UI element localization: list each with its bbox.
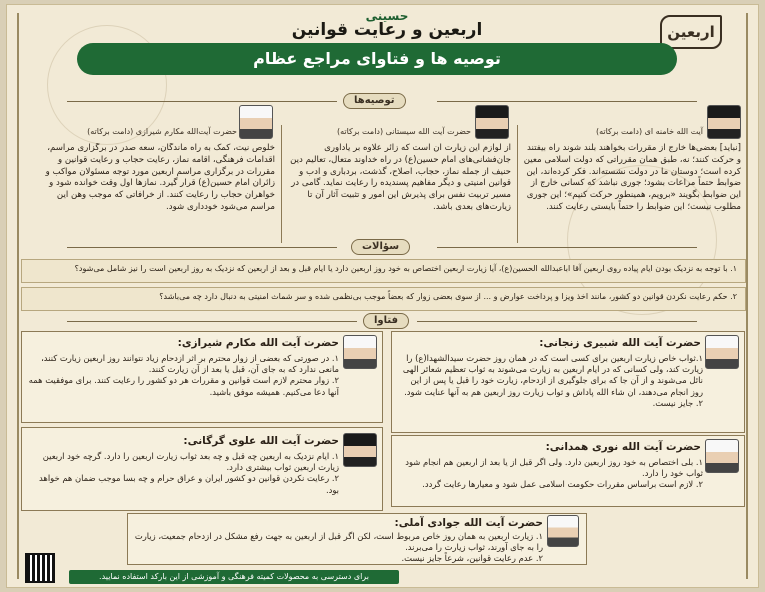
arbaeen-logo: اربعین (660, 15, 722, 49)
avatar-makarem (343, 335, 377, 369)
avatar-khamenei (707, 105, 741, 139)
recommendation-text: [نباید] بعضی‌ها خارج از مقررات بخواهند بلند شوند راه بیفتند و حرکت کنند؛ نه، طبق همان مقرراتی که دولت اسلامی معین کرده است؛ دوستان ما در دولت نشسته‌اند. فکر کرده‌اند، این ضوابط حتماً مراعات بشود؛ جوری نباشد که کسانی خارج از این ضوابط بگویند «برویم، همینطور حرکت کنیم»؛ این جوری مطلوب نیست؛ این ضوابط را حتماً بایستی رعایت کنند. (523, 143, 741, 212)
section-divider (437, 247, 697, 248)
section-divider (417, 321, 697, 322)
question-item: ۱. با توجه به نزدیک بودن ایام پیاده روی اربعین آقا اباعبدالله الحسین(ع)، آیا زیارت اربعین اختصاص به خود روز اربعین دارد یا ایام قبل و بعد از اربعین که نزدیک به روز اربعین است را نیز شامل می‌شود؟ (21, 259, 746, 283)
fatwa-author: حضرت آیت الله علوی گرگانی: (183, 435, 339, 447)
column-divider (517, 125, 518, 243)
poster (6, 4, 759, 588)
recommendation-heading: حضرت آیت الله سیستانی (دامت برکاته) (336, 127, 471, 136)
fatwa-author: حضرت آیت الله مکارم شیرازی: (177, 337, 339, 349)
footer-note: برای دسترسی به محصولات کمیته فرهنگی و آموزشی از این بارکد استفاده نمایید. (69, 570, 399, 584)
qr-code[interactable] (25, 553, 55, 583)
fatwa-text: ۱. بلی اختصاص به خود روز اربعین دارد. ولی اگر قبل از یا بعد از اربعین هم انجام شود ثواب خود را دارد. ۲. لازم است براساس مقررات حکومت اسلامی عمل شود و معیارها رعایت گردد. (405, 457, 703, 490)
fatwa-author: حضرت آیت الله نوری همدانی: (545, 441, 701, 453)
section-divider (67, 321, 357, 322)
recommendation-text: از لوازم این زیارت آن است که زائر علاوه بر یادآوری جان‌فشانی‌های امام حسین(ع) در راه خداوند متعال، تعالیم دین حنیف از جمله نماز، حجاب، اصلاح، گذشت، بردباری و ادب و قوانین امنیتی و دیگر مفاهیم پسندیده را رعایت نماید. گامی در مسیر تربیت نفس برای پذیرش این امور و تثبیت آثار آن تا زیارت‌های بعدی باشد. (290, 143, 511, 212)
main-banner: توصیه ها و فتاوای مراجع عظام (77, 43, 677, 75)
fatwa-text: ۱.ثواب خاص زیارت اربعین برای کسی است که در همان روز حضرت سیدالشهدا(ع) را زیارت کند، ولی کسانی که در ایام اربعین به زیارت می‌شوند به ثواب تعظیم شعائر الهی نائل می‌شوند و از آن جا که برای جلوگیری از ازدحام، زیارت خود را قبل یا پس از این روز انجام می‌دهند، ان شاء الله پاداش و ثواب زیارت روز اربعین هم به آنها عنایت شود. ۲. جایز نیست. (402, 353, 703, 408)
section-divider (67, 101, 337, 102)
fatwas-label: فتاوا (363, 313, 409, 329)
fatwa-text: ۱. در صورتی که بعضی از زوار محترم بر اثر ازدحام زیاد نتوانند روز اربعین زیارت کنند، مانعی ندارد که به جای آن، قبل یا بعد از آن زیارت کنند. ۲. زوار محترم لازم است قوانین و مقررات هر دو کشور را رعایت کنند. برای موفقیت همه آنها دعا می‌کنیم. همیشه موفق باشید. (28, 353, 339, 397)
question-item: ۲. حکم رعایت نکردن قوانین دو کشور، مانند اخذ ویزا و پرداخت عوارض و ... از سوی بعضی زوار که بعضاً موجب بی‌نظمی شده و سر شماث امنیتی به دنبال دارد چه می‌باشد؟ (21, 287, 746, 311)
section-divider (67, 247, 337, 248)
avatar-shobeiri-zanjani (705, 335, 739, 369)
title-text: اربعین و رعایت قوانین (291, 20, 483, 40)
questions-label: سؤالات (351, 239, 410, 255)
avatar-nouri-hamedani (705, 439, 739, 473)
title-accent: حسینی (365, 9, 409, 23)
section-divider (437, 101, 697, 102)
avatar-sistani (475, 105, 509, 139)
recommendation-text: خلوص نیت، کمک به راه ماندگان، سعه صدر در برگزاری مراسم، اقدامات فرهنگی، اقامه نماز، رعایت حجاب و رعایت قوانین و مقررات در برگزاری مراسم اربعین مورد توجه مسئولان مواکب و زائران امام حسین(ع) قرار گیرد. نمازها اول وقت خوانده شود و خواهران حجاب را رعایت کنند. از خرافاتی که موجب وهن این مراسم می‌شود خودداری شود. (45, 143, 275, 212)
poster-title (227, 11, 547, 39)
recommendations-label: توصیه‌ها (343, 93, 406, 109)
avatar-javadi-amoli (547, 515, 579, 547)
avatar-makarem (239, 105, 273, 139)
column-divider (281, 125, 282, 243)
avatar-alavi-gorgani (343, 433, 377, 467)
fatwa-text: ۱. زیارت اربعین به همان روز خاص مربوط است، لکن اگر قبل از اربعین به جهت رفع مشکل در ازدحام جمعیت، زیارت را به جای آورند، ثواب زیارت را می‌برند. ۲. عدم رعایت قوانین، شرعاً جایز نیست. (134, 531, 543, 564)
fatwa-text: ۱. ایام نزدیک به اربعین چه قبل و چه بعد ثواب زیارت اربعین را دارد. گرچه خود اربعین زیارت اربعین ثواب بیشتری دارد. ۲. رعایت نکردن قوانین دو کشور ایران و عراق حرام و چه بسا موجب ضمان هم خواهد بود. (39, 451, 339, 495)
fatwa-author: حضرت آیت الله شبیری زنجانی: (539, 337, 701, 349)
recommendation-heading: حضرت آیت‌الله مکارم شیرازی (دامت برکاته) (87, 127, 237, 136)
recommendation-heading: آیت الله خامنه ای (دامت برکاته) (595, 127, 703, 136)
fatwa-author: حضرت آیت الله جوادی آملی: (394, 517, 543, 529)
